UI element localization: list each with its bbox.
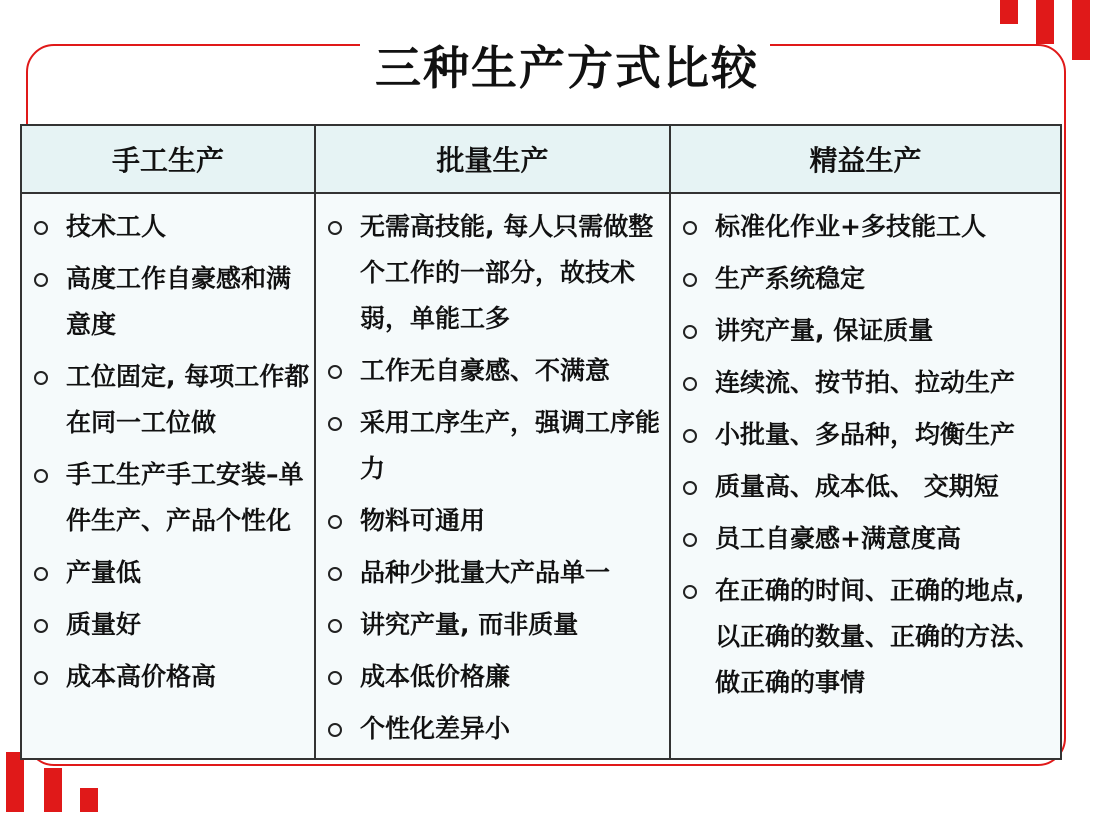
- circle-bullet-icon: [34, 221, 48, 235]
- page-title: 三种生产方式比较: [375, 41, 759, 95]
- circle-bullet-icon: [328, 221, 342, 235]
- circle-bullet-icon: [34, 567, 48, 581]
- circle-bullet-icon: [328, 567, 342, 581]
- decor-bar: [1000, 0, 1018, 24]
- list-item: 员工自豪感+满意度高: [671, 516, 1060, 562]
- col-cell-lean: [670, 193, 1061, 759]
- list-item: 讲究产量, 而非质量: [316, 602, 669, 648]
- list-item: 物料可通用: [316, 498, 669, 544]
- circle-bullet-icon: [683, 377, 697, 391]
- circle-bullet-icon: [683, 221, 697, 235]
- comparison-table: [20, 124, 1062, 760]
- circle-bullet-icon: [683, 325, 697, 339]
- circle-bullet-icon: [34, 469, 48, 483]
- list-item: 连续流、按节拍、拉动生产: [671, 360, 1060, 406]
- circle-bullet-icon: [683, 481, 697, 495]
- content-row: [21, 193, 1061, 759]
- list-manual: [22, 204, 314, 700]
- circle-bullet-icon: [328, 619, 342, 633]
- list-item: 生产系统稳定: [671, 256, 1060, 302]
- list-item: 手工生产手工安装–单件生产、产品个性化: [22, 452, 314, 544]
- list-batch: [316, 204, 669, 752]
- list-item: 在正确的时间、正确的地点, 以正确的数量、正确的方法、做正确的事情: [671, 568, 1060, 706]
- header-row: [21, 125, 1061, 193]
- list-item: 工位固定, 每项工作都在同一工位做: [22, 354, 314, 446]
- list-item: 质量好: [22, 602, 314, 648]
- list-item: 标准化作业+多技能工人: [671, 204, 1060, 250]
- list-item: 品种少批量大产品单一: [316, 550, 669, 596]
- col-cell-batch: [315, 193, 670, 759]
- list-item: 小批量、多品种，均衡生产: [671, 412, 1060, 458]
- list-item: 无需高技能, 每人只需做整个工作的一部分，故技术弱，单能工多: [316, 204, 669, 342]
- decor-bar: [44, 768, 62, 812]
- circle-bullet-icon: [683, 533, 697, 547]
- list-item: 成本低价格廉: [316, 654, 669, 700]
- circle-bullet-icon: [328, 365, 342, 379]
- list-item: 质量高、成本低、 交期短: [671, 464, 1060, 510]
- circle-bullet-icon: [328, 723, 342, 737]
- circle-bullet-icon: [683, 429, 697, 443]
- decor-bar: [6, 752, 24, 812]
- list-item: 技术工人: [22, 204, 314, 250]
- list-item: 采用工序生产，强调工序能力: [316, 400, 669, 492]
- circle-bullet-icon: [683, 273, 697, 287]
- circle-bullet-icon: [34, 273, 48, 287]
- circle-bullet-icon: [328, 671, 342, 685]
- list-item: 讲究产量, 保证质量: [671, 308, 1060, 354]
- circle-bullet-icon: [34, 619, 48, 633]
- col-cell-manual: [21, 193, 315, 759]
- col-header-batch: 批量生产: [315, 125, 670, 193]
- col-header-lean: 精益生产: [670, 125, 1061, 193]
- list-item: 高度工作自豪感和满意度: [22, 256, 314, 348]
- circle-bullet-icon: [328, 417, 342, 431]
- list-item: 成本高价格高: [22, 654, 314, 700]
- circle-bullet-icon: [34, 671, 48, 685]
- list-item: 产量低: [22, 550, 314, 596]
- circle-bullet-icon: [34, 371, 48, 385]
- decor-bar: [80, 788, 98, 812]
- circle-bullet-icon: [683, 585, 697, 599]
- circle-bullet-icon: [328, 515, 342, 529]
- list-lean: [671, 204, 1060, 706]
- col-header-manual: 手工生产: [21, 125, 315, 193]
- list-item: 个性化差异小: [316, 706, 669, 752]
- list-item: 工作无自豪感、不满意: [316, 348, 669, 394]
